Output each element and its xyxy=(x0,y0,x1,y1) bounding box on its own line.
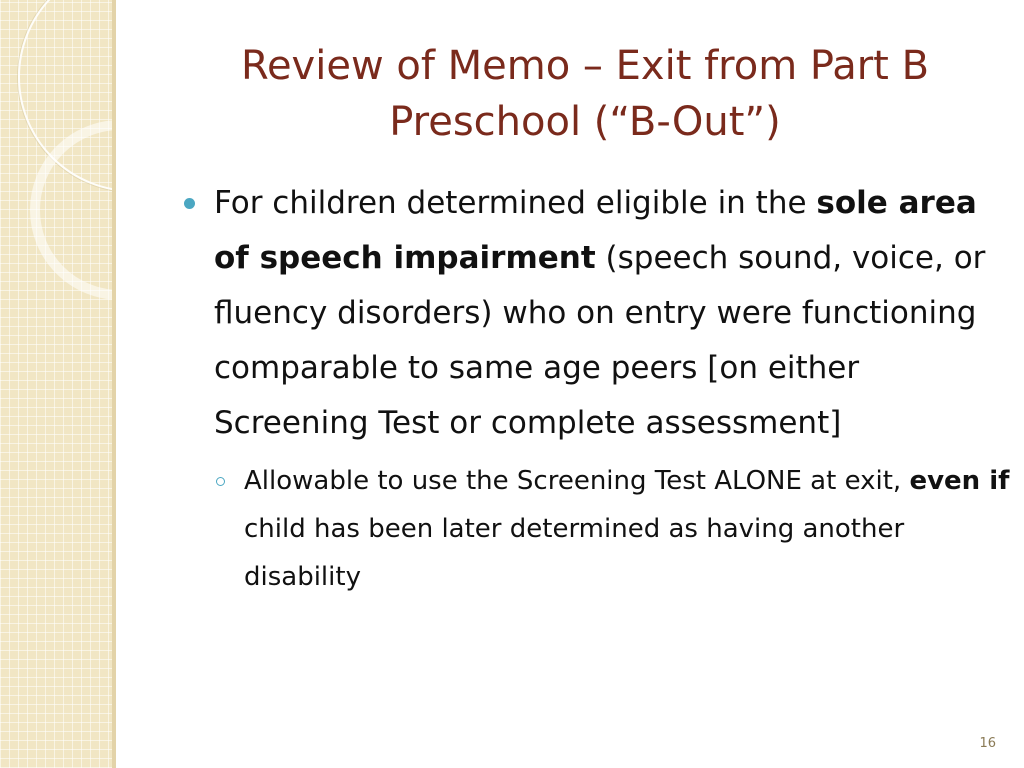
bullet-item xyxy=(180,176,1010,451)
title-line-2: Preschool (“B-Out”) xyxy=(389,99,781,145)
sub-bullet-item xyxy=(214,457,1010,601)
bullet-text-b: (speech sound, voice, or fluency disorders) who on entry were functioning comparable to same age peers [on either Screening Test or complete assessment] xyxy=(214,240,986,441)
title-line-1: Review of Memo – Exit from Part B xyxy=(240,43,930,89)
bullet-dot-icon xyxy=(184,198,195,209)
slide-content xyxy=(180,176,1010,601)
bullet-bold-text: sole area of speech impairment xyxy=(214,185,977,276)
sub-bullet-text-a: Allowable to use the Screening Test ALONE at exit, xyxy=(244,466,910,496)
sub-bullet-text-b: child has been later determined as having another disability xyxy=(244,514,905,592)
sub-bullet-bold-text: even if xyxy=(909,466,1010,496)
bullet-text-a: For children determined eligible in the xyxy=(214,185,817,221)
side-band-edge xyxy=(112,0,116,768)
decorative-side-band xyxy=(0,0,112,768)
page-number: 16 xyxy=(979,736,996,751)
sub-bullet-ring-icon xyxy=(216,477,225,486)
slide-title xyxy=(150,38,1020,150)
